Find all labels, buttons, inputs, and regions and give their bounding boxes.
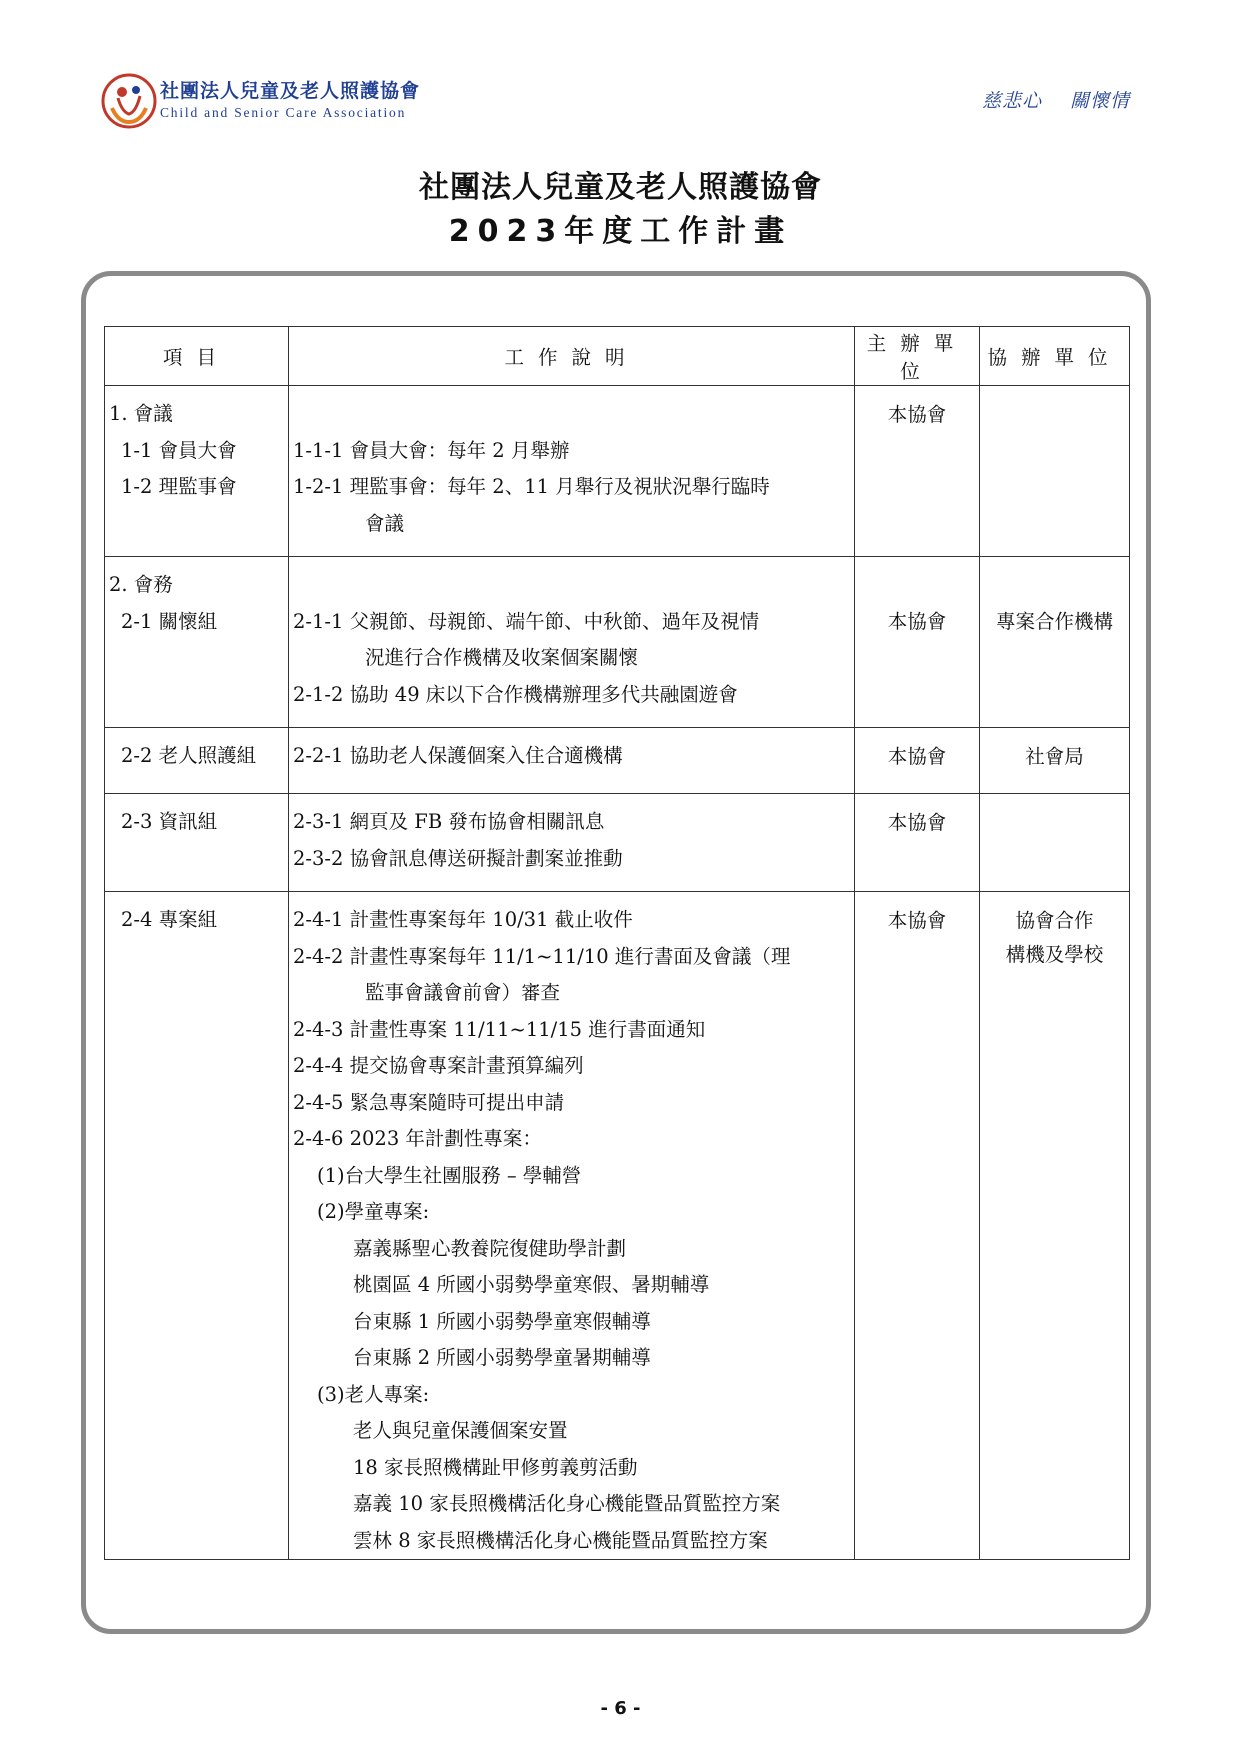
- co-organizer-cell: [980, 892, 1130, 1560]
- item-line: 1-1 會員大會: [121, 438, 237, 462]
- header-co-organizer: 協辦單位: [980, 327, 1130, 386]
- desc-line: (2)學童專案:: [317, 1200, 430, 1223]
- item-line: 2-2 老人照護組: [121, 744, 257, 767]
- desc-line: 2-2-1 協助老人保護個案入住合適機構: [293, 744, 623, 767]
- desc-line: 18 家長照機構趾甲修剪義剪活動: [353, 1455, 638, 1479]
- motto: [954, 86, 1130, 113]
- item-line: 2-1 關懷組: [121, 609, 218, 633]
- desc-line: (3)老人專案:: [317, 1382, 430, 1406]
- logo-text: [160, 76, 420, 121]
- description-cell: [289, 386, 855, 557]
- item-cell: [105, 794, 289, 892]
- host-cell: 本協會: [855, 892, 980, 1560]
- item-cell: [105, 892, 289, 1560]
- co-organizer-text: 專案合作機構: [995, 610, 1113, 633]
- item-cell: [105, 728, 289, 794]
- item-line: 2. 會務: [109, 573, 173, 596]
- co-organizer-cell: [980, 794, 1130, 892]
- item-line: 1. 會議: [109, 402, 173, 425]
- table-row: [105, 728, 1130, 794]
- desc-line: 會議: [365, 511, 405, 535]
- description-cell: [289, 794, 855, 892]
- host-cell: [855, 557, 980, 728]
- host-cell: 本協會: [855, 728, 980, 794]
- table-header-row: [105, 327, 1130, 386]
- desc-line: 2-1-2 協助 49 床以下合作機構辦理多代共融園遊會: [293, 682, 738, 706]
- association-logo-icon: [100, 72, 158, 130]
- item-line: 1-2 理監事會: [121, 475, 237, 498]
- desc-line: 2-3-2 協會訊息傳送研擬計劃案並推動: [293, 846, 623, 870]
- co-organizer-cell: [980, 386, 1130, 557]
- table-row: [105, 557, 1130, 728]
- desc-line: 況進行合作機構及收案個案關懷: [365, 646, 639, 669]
- co-organizer-line: 協會合作: [1015, 909, 1094, 932]
- host-text: 本協會: [887, 610, 947, 633]
- desc-line: 台東縣 1 所國小弱勢學童寒假輔導: [353, 1309, 651, 1333]
- desc-line: 2-4-1 計畫性專案每年 10/31 截止收件: [293, 908, 633, 931]
- header-item: 項目: [105, 327, 289, 386]
- document-title: 社團法人兒童及老人照護協會: [419, 170, 822, 205]
- org-name-en: Child and Senior Care Association: [160, 105, 407, 120]
- motto-1: 慈悲心: [981, 90, 1042, 112]
- work-plan-table: [104, 326, 1130, 1560]
- desc-line: (1)台大學生社團服務 – 學輔營: [317, 1163, 582, 1187]
- desc-line: 台東縣 2 所國小弱勢學童暑期輔導: [353, 1346, 651, 1369]
- desc-line: 2-3-1 網頁及 FB 發布協會相關訊息: [293, 810, 605, 833]
- item-line: 2-3 資訊組: [121, 810, 218, 833]
- host-cell: 本協會: [855, 794, 980, 892]
- desc-line: 嘉義縣聖心教養院復健助學計劃: [353, 1236, 627, 1260]
- desc-line: 2-4-6 2023 年計劃性專案：: [293, 1127, 542, 1150]
- description-cell: [289, 728, 855, 794]
- header-description: 工作說明: [289, 327, 855, 386]
- desc-line: 桃園區 4 所國小弱勢學童寒假、暑期輔導: [353, 1273, 710, 1296]
- host-cell: 本協會: [855, 386, 980, 557]
- item-cell: [105, 386, 289, 557]
- org-name-cn: 社團法人兒童及老人照護協會: [160, 80, 421, 102]
- description-cell: [289, 557, 855, 728]
- motto-2: 關懷情: [1069, 90, 1130, 112]
- desc-line: 2-4-5 緊急專案隨時可提出申請: [293, 1090, 565, 1114]
- co-organizer-cell: 社會局: [980, 728, 1130, 794]
- co-organizer-cell: [980, 557, 1130, 728]
- desc-line: 2-1-1 父親節、母親節、端午節、中秋節、過年及視情: [293, 609, 760, 633]
- desc-line: 雲林 8 家長照機構活化身心機能暨品質監控方案: [353, 1528, 768, 1552]
- table-row: [105, 794, 1130, 892]
- header-host: 主辦單位: [855, 327, 980, 386]
- table-row: [105, 892, 1130, 1560]
- desc-line: 2-4-4 提交協會專案計畫預算編列: [293, 1054, 584, 1077]
- co-organizer-line: 構機及學校: [1005, 943, 1104, 966]
- description-cell: [289, 892, 855, 1560]
- item-cell: [105, 557, 289, 728]
- table-row: [105, 386, 1130, 557]
- page-header: [100, 72, 1130, 132]
- desc-line: 老人與兒童保護個案安置: [353, 1419, 568, 1442]
- desc-line: 1-1-1 會員大會：每年 2 月舉辦: [293, 438, 570, 462]
- document-subtitle: 2023年度工作計畫: [448, 214, 793, 249]
- desc-line: [293, 396, 854, 433]
- desc-line: 監事會議會前會）審查: [365, 981, 561, 1004]
- item-line: 2-4 專案組: [121, 908, 218, 931]
- page-number: - 6 -: [600, 1698, 641, 1719]
- desc-line: 2-4-2 計畫性專案每年 11/1~11/10 進行書面及會議（理: [293, 944, 791, 968]
- desc-line: [293, 567, 854, 604]
- desc-line: 嘉義 10 家長照機構活化身心機能暨品質監控方案: [353, 1492, 781, 1515]
- desc-line: 1-2-1 理監事會：每年 2、11 月舉行及視狀況舉行臨時: [293, 475, 770, 498]
- desc-line: 2-4-3 計畫性專案 11/11~11/15 進行書面通知: [293, 1017, 706, 1041]
